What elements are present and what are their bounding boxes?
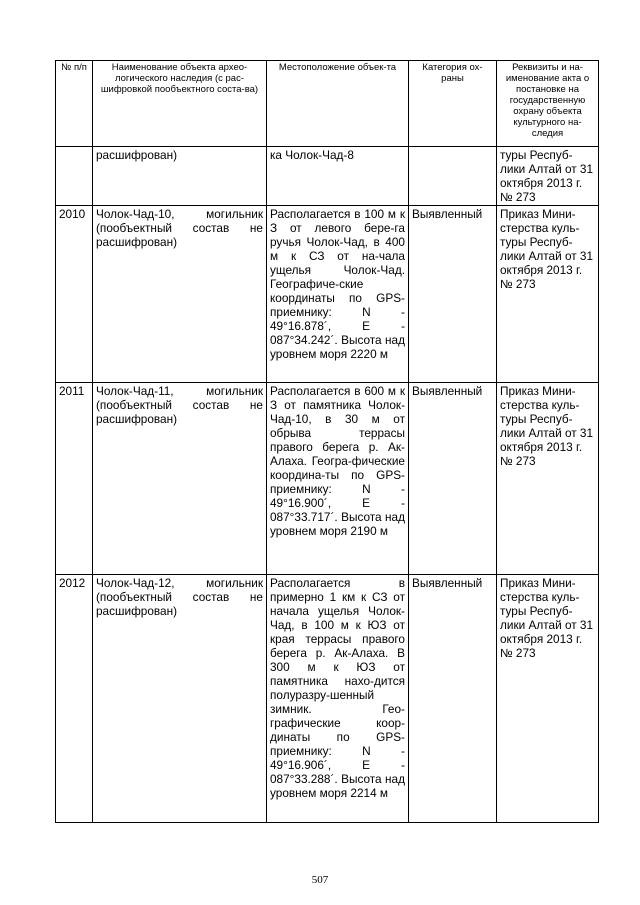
cell-category: Выявленный bbox=[409, 575, 497, 823]
heritage-registry-table bbox=[55, 60, 599, 823]
cell-object-name: Чолок-Чад-11, могильник (пообъектный состав не расшифрован) bbox=[93, 383, 267, 575]
cell-number: 2010 bbox=[56, 206, 93, 383]
col-header-protection-category: Категория ох-раны bbox=[409, 61, 497, 147]
table-header-row bbox=[56, 61, 599, 147]
cell-act: Приказ Мини-стерства куль-туры Респуб-лики Алтай от 31 октября 2013 г. № 273 bbox=[497, 383, 599, 575]
cell-location: Располагается в примерно 1 км к СЗ от начала ущелья Чолок-Чад, в 100 м к ЮЗ от края террасы правого берега р. Ак-Алаха. В 300 м к ЮЗ от памятника нахо-дится полуразру-шенный зимник. Гео-графические коор-динаты по GPS-приемнику: N - 49°16.906´, Е - 087°33.288´. Высота над уровнем моря 2214 м bbox=[267, 575, 409, 823]
cell-location: ка Чолок-Чад-8 bbox=[267, 147, 409, 206]
table-row bbox=[56, 383, 599, 575]
col-header-number: № п/п bbox=[56, 61, 93, 147]
cell-object-name: Чолок-Чад-12, могильник (пообъектный состав не расшифрован) bbox=[93, 575, 267, 823]
table-row-continuation bbox=[56, 147, 599, 206]
col-header-object-name: Наименование объекта архео-логического наследия (с рас-шифровкой пообъектного соста-ва) bbox=[93, 61, 267, 147]
col-header-location: Местоположение объек-та bbox=[267, 61, 409, 147]
cell-object-name: Чолок-Чад-10, могильник (пообъектный состав не расшифрован) bbox=[93, 206, 267, 383]
table-row bbox=[56, 206, 599, 383]
cell-location: Располагается в 600 м к З от памятника Чолок-Чад-10, в 30 м от обрыва террасы правого берега р. Ак-Алаха. Геогра-фические координа-ты по GPS-приемнику: N - 49°16.900´, Е - 087°33.717´. Высота над уровнем моря 2190 м bbox=[267, 383, 409, 575]
cell-number bbox=[56, 147, 93, 206]
cell-number: 2011 bbox=[56, 383, 93, 575]
cell-object-name: расшифрован) bbox=[93, 147, 267, 206]
cell-act: туры Респуб-лики Алтай от 31 октября 2013 г. № 273 bbox=[497, 147, 599, 206]
cell-number: 2012 bbox=[56, 575, 93, 823]
page-number: 507 bbox=[311, 874, 329, 886]
cell-act: Приказ Мини-стерства куль-туры Респуб-лики Алтай от 31 октября 2013 г. № 273 bbox=[497, 206, 599, 383]
col-header-act-details: Реквизиты и на-именование акта о постановке на государственную охрану объекта культурного на-следия bbox=[497, 61, 599, 147]
table-row bbox=[56, 575, 599, 823]
cell-category: Выявленный bbox=[409, 206, 497, 383]
cell-category: Выявленный bbox=[409, 383, 497, 575]
cell-category bbox=[409, 147, 497, 206]
cell-location: Располагается в 100 м к З от левого бере-га ручья Чолок-Чад, в 400 м к СЗ от на-чала ущелья Чолок-Чад. Географиче-ские координаты по GPS-приемнику: N - 49°16.878´, Е - 087°34.242´. Высота над уровнем моря 2220 м bbox=[267, 206, 409, 383]
cell-act: Приказ Мини-стерства куль-туры Респуб-лики Алтай от 31 октября 2013 г. № 273 bbox=[497, 575, 599, 823]
